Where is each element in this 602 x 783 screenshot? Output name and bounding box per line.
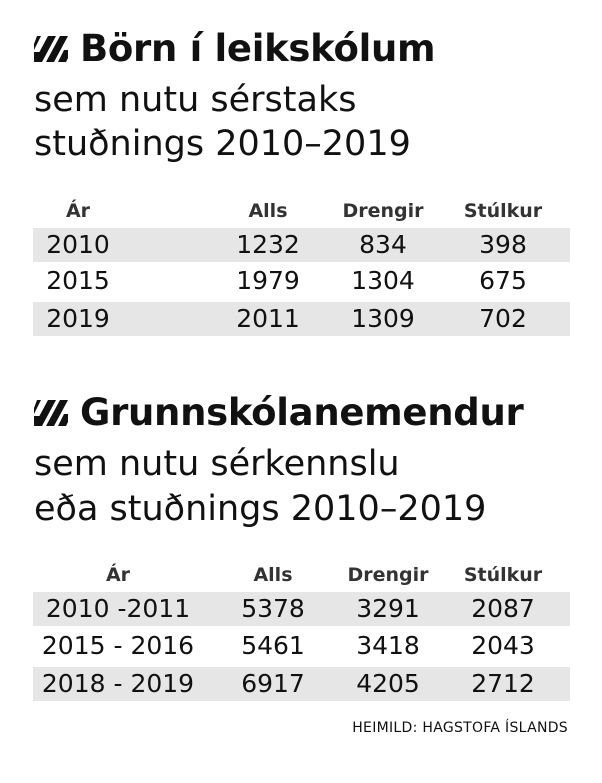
table-subtitle-line-2: stuðnings 2010–2019	[34, 124, 411, 164]
table-row	[33, 264, 570, 298]
table-subtitle-line-2: eða stuðnings 2010–2019	[34, 489, 487, 529]
cell-year: 2019	[46, 304, 110, 333]
cell-girls: 398	[479, 230, 527, 259]
cell-year: 2015	[46, 266, 110, 295]
cell-boys: 1304	[351, 266, 415, 295]
table-row	[33, 228, 570, 262]
table-row	[33, 629, 570, 663]
column-header-boys: Drengir	[342, 200, 424, 222]
table-title: Börn í leikskólum	[80, 27, 436, 70]
column-header-year: Ár	[65, 200, 91, 222]
column-header-girls: Stúlkur	[463, 564, 543, 586]
cell-girls: 2712	[471, 669, 535, 698]
cell-girls: 2087	[471, 594, 535, 623]
column-header-total: Alls	[253, 564, 293, 586]
cell-boys: 3291	[356, 594, 420, 623]
table-title-row	[34, 392, 523, 434]
hatch-icon	[34, 36, 68, 62]
cell-year: 2010 -2011	[45, 594, 191, 623]
column-header-girls: Stúlkur	[463, 200, 543, 222]
column-header-total: Alls	[248, 200, 288, 222]
cell-boys: 3418	[356, 631, 420, 660]
source-credit: HEIMILD: HAGSTOFA ÍSLANDS	[352, 720, 568, 736]
cell-girls: 702	[479, 304, 527, 333]
table-subtitle-line-1: sem nutu sérstaks	[34, 80, 357, 120]
table-header-row	[33, 196, 570, 226]
cell-year: 2018 - 2019	[41, 669, 195, 698]
cell-girls: 675	[479, 266, 527, 295]
cell-boys: 1309	[351, 304, 415, 333]
table-row	[33, 302, 570, 336]
table-subtitle-line-1: sem nutu sérkennslu	[34, 444, 400, 484]
cell-total: 1979	[236, 266, 300, 295]
cell-total: 5378	[241, 594, 305, 623]
cell-year: 2015 - 2016	[41, 631, 195, 660]
cell-boys: 4205	[356, 669, 420, 698]
cell-total: 6917	[241, 669, 305, 698]
column-header-year: Ár	[105, 564, 131, 586]
table-row	[33, 592, 570, 626]
table-row	[33, 667, 570, 701]
table-header-row	[33, 560, 570, 590]
cell-total: 2011	[236, 304, 300, 333]
column-header-boys: Drengir	[347, 564, 429, 586]
cell-total: 5461	[241, 631, 305, 660]
hatch-icon	[34, 400, 68, 426]
cell-girls: 2043	[471, 631, 535, 660]
table-title-row	[34, 28, 435, 70]
cell-year: 2010	[46, 230, 110, 259]
cell-total: 1232	[236, 230, 300, 259]
table-title: Grunnskólanemendur	[80, 391, 524, 434]
cell-boys: 834	[359, 230, 407, 259]
